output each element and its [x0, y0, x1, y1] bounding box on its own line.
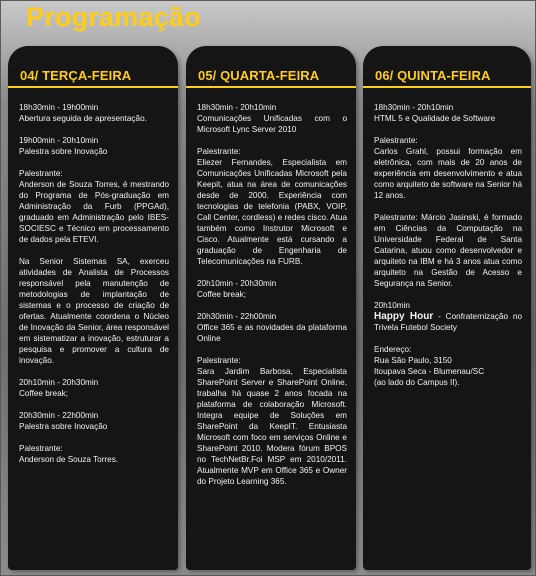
event-highlight: Happy Hour: [374, 311, 434, 322]
schedule-block: [197, 311, 347, 344]
block-text: Abertura seguida de apresentação.: [19, 114, 147, 123]
schedule-block: [19, 168, 169, 245]
schedule-block: [374, 102, 522, 124]
speaker-label: Palestrante:: [197, 356, 241, 365]
speaker-label: Palestrante:: [197, 147, 241, 156]
block-text: Rua São Paulo, 3150 Itoupava Seca - Blumenau/SC (ao lado do Campus II).: [374, 356, 485, 387]
schedule-block: [19, 102, 169, 124]
day-heading: 06/ QUINTA-FEIRA: [375, 68, 491, 83]
block-text: Palestra sobre Inovação: [19, 422, 108, 431]
session-time: 20h30min - 22h00min: [197, 312, 277, 321]
block-text: Sara Jardim Barbosa, Especialista SharePoint Server e SharePoint Online, trabalha há quase 2 anos focada na plataforma de colaboração Microsoft. Integra equipe de Soluções em SharePoint da KeepIT. Entusiasta Microsoft com foco em serviços Online e SharePoint 2010. Modera fórum BPOS no TechNetBr.Foi MSP em 2010/2011. Atualmente MVP em Office 365 e Owner do Projeto Learning 365.: [197, 367, 347, 486]
schedule-block: [374, 300, 522, 333]
block-text: Eliezer Fernandes, Especialista em Comunicações Unificadas Microsoft pela Keepit, atua na área de comunicações desde de 2000. Experiência com tecnologias de telefonia (PABX, VOIP, Call Center, cordless) e redes cisco. Atua também como Instrutor Microsoft e Cisco. Atualmente está cursando a graduação de Engenharia de Telecomunicações na FURB.: [197, 158, 347, 266]
block-text: Office 365 e as novidades da plataforma Online: [197, 323, 347, 343]
session-time: 20h30min - 22h00min: [19, 411, 99, 420]
day-heading: 05/ QUARTA-FEIRA: [198, 68, 320, 83]
block-text: Anderson de Souza Torres.: [19, 455, 119, 464]
schedule-body: [363, 102, 531, 388]
block-text: Palestra sobre Inovação: [19, 147, 108, 156]
block-text: Comunicações Unificadas com o Microsoft Lync Server 2010: [197, 114, 347, 134]
speaker-label: Palestrante:: [19, 444, 63, 453]
day-column-thursday: [363, 46, 531, 570]
speaker-label: Palestrante:: [19, 169, 63, 178]
schedule-block: [19, 410, 169, 432]
schedule-body: [8, 102, 178, 465]
block-text: Coffee break;: [19, 389, 69, 398]
schedule-block: [374, 135, 522, 201]
block-text: Coffee break;: [197, 290, 247, 299]
schedule-block: [197, 278, 347, 300]
speaker-label: Palestrante:: [374, 136, 418, 145]
schedule-block: [374, 344, 522, 388]
session-time: 18h30min - 20h10min: [197, 103, 277, 112]
session-time: 18h30min - 20h10min: [374, 103, 454, 112]
session-time: 19h00min - 20h10min: [19, 136, 99, 145]
day-column-tuesday: [8, 46, 178, 570]
day-heading: 04/ TERÇA-FEIRA: [20, 68, 132, 83]
page-title: Programação: [26, 2, 201, 32]
session-time: 18h30min - 19h00min: [19, 103, 99, 112]
session-time: 20h10min - 20h30min: [197, 279, 277, 288]
schedule-block: [19, 256, 169, 366]
schedule-block: [19, 135, 169, 157]
schedule-block: [19, 377, 169, 399]
day-divider: [186, 86, 356, 88]
speaker-label: Endereço:: [374, 345, 412, 354]
block-text: HTML 5 e Qualidade de Software: [374, 114, 496, 123]
block-text: - Confraternização no Trivela Futebol Society: [374, 312, 522, 332]
block-text: Anderson de Souza Torres, é mestrando do Programa de Pós-graduação em Administração da Furb (PPGAd), graduado em Administração pelo IBES-SOCIESC e Técnico em processamento de dados pela ETEVI.: [19, 180, 169, 244]
schedule-block: [197, 146, 347, 267]
schedule-body: [186, 102, 356, 487]
day-column-wednesday: [186, 46, 356, 570]
block-text: Carlos Grahl, possui formação em eletrônica, com mais de 20 anos de experiência em desenvolvimento e atua como arquiteto de software na Senior há 12 anos.: [374, 147, 522, 200]
schedule-block: [197, 355, 347, 487]
block-text: Palestrante: Márcio Jasinski, é formado em Ciências da Computação na Universidade Federal de Santa Catarina, atuou como desenvolvedor e arquiteto na IBM e há 3 anos atua como arquiteto na Gestão de Acesso e Segurança na Senior.: [374, 213, 522, 288]
block-text: Na Senior Sistemas SA, exerceu atividades de Analista de Processos responsável pela manutenção de metodologias de implantação de sistemas e o processo de criação de ofertas. Atualmente coordena o Núcleo de Inovação da Senior, área responsável em sistematizar a inovação, estruturar a pesquisa e promover a cultura de inovação.: [19, 257, 169, 365]
schedule-block: [197, 102, 347, 135]
schedule-block: [374, 212, 522, 289]
day-divider: [363, 86, 531, 88]
day-divider: [8, 86, 178, 88]
session-time: 20h10min: [374, 301, 410, 310]
session-time: 20h10min - 20h30min: [19, 378, 99, 387]
schedule-block: [19, 443, 169, 465]
